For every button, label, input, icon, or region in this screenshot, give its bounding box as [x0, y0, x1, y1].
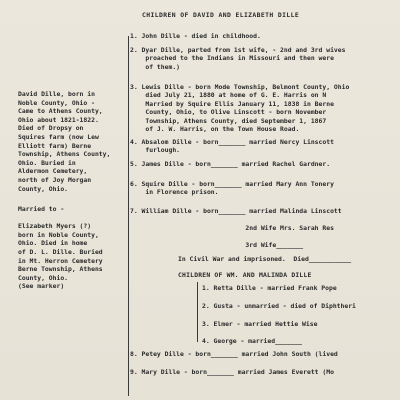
child-entry-2: 2. Dyar Dille, parted from 1st wife, - 2nd and 3rd wives proached to the Indians in Missouri and then were of them.) [130, 46, 346, 71]
elizabeth-myers-notes: Married to - Elizabeth Myers (?) born in Noble County, Ohio. Died in home of D. L. Dille. Buried in Mt. Herron Cemetery Berne Township, Athens County, Ohio. (See marker) [18, 205, 103, 291]
grandchild-entry-3: 3. Elmer - married Hettie Wise [202, 320, 318, 328]
child-entry-5: 5. James Dille - born_______ married Rachel Gardner. [130, 160, 331, 168]
child-entry-1: 1. John Dille - died in childhood. [130, 32, 261, 40]
child-entry-9: 9. Mary Dille - born_______ married James Everett (Mo [130, 368, 334, 376]
child-entry-3: 3. Lewis Dille - born Mode Township, Belmont County, Ohio died July 21, 1880 at home of G. E. Harris on N Married by Squire Ellis January 11, 1838 in Berne County, Ohio, to Olive Linscott - born November Township, Athens County, died September 1, 1867 of J. W. Harris, on the Town House Road. [130, 83, 350, 134]
david-dille-notes: David Dille, born in Noble County, Ohio - Came to Athens County, Ohio about 1821-1822. Died of Dropsy on Squires farm (now Lew Elliott farm) Berne Township, Athens County, Ohio. Buried in Aldermon Cemetery, north of Joy Morgan County, Ohio. [18, 90, 111, 193]
document-title: CHILDREN OF DAVID AND ELIZABETH DILLE [142, 11, 300, 19]
grandchild-entry-1: 1. Retta Dille - married Frank Pope [202, 284, 337, 292]
child-entry-7: 7. William Dille - born_______ married Malinda Linscott 2nd Wife Mrs. Sarah Res 3rd Wife_______ [130, 207, 342, 249]
grandchild-entry-2: 2. Gusta - unmarried - died of Diphtheri [202, 302, 356, 310]
grandchildren-subtitle: CHILDREN OF WM. AND MALINDA DILLE [178, 271, 312, 279]
child-entry-4: 4. Absalom Dille - born_______ married Nercy Linscott furlough. [130, 138, 334, 155]
civil-war-note: In Civil War and imprisoned. Died___________ [178, 255, 352, 263]
grandchild-entry-4: 4. George - married_______ [202, 337, 303, 345]
child-entry-8: 8. Petey Dille - born_______ married John South (lived [130, 350, 338, 358]
child-entry-6: 6. Squire Dille - born_______ married Mary Ann Tonery in Florence prison. [130, 180, 334, 197]
